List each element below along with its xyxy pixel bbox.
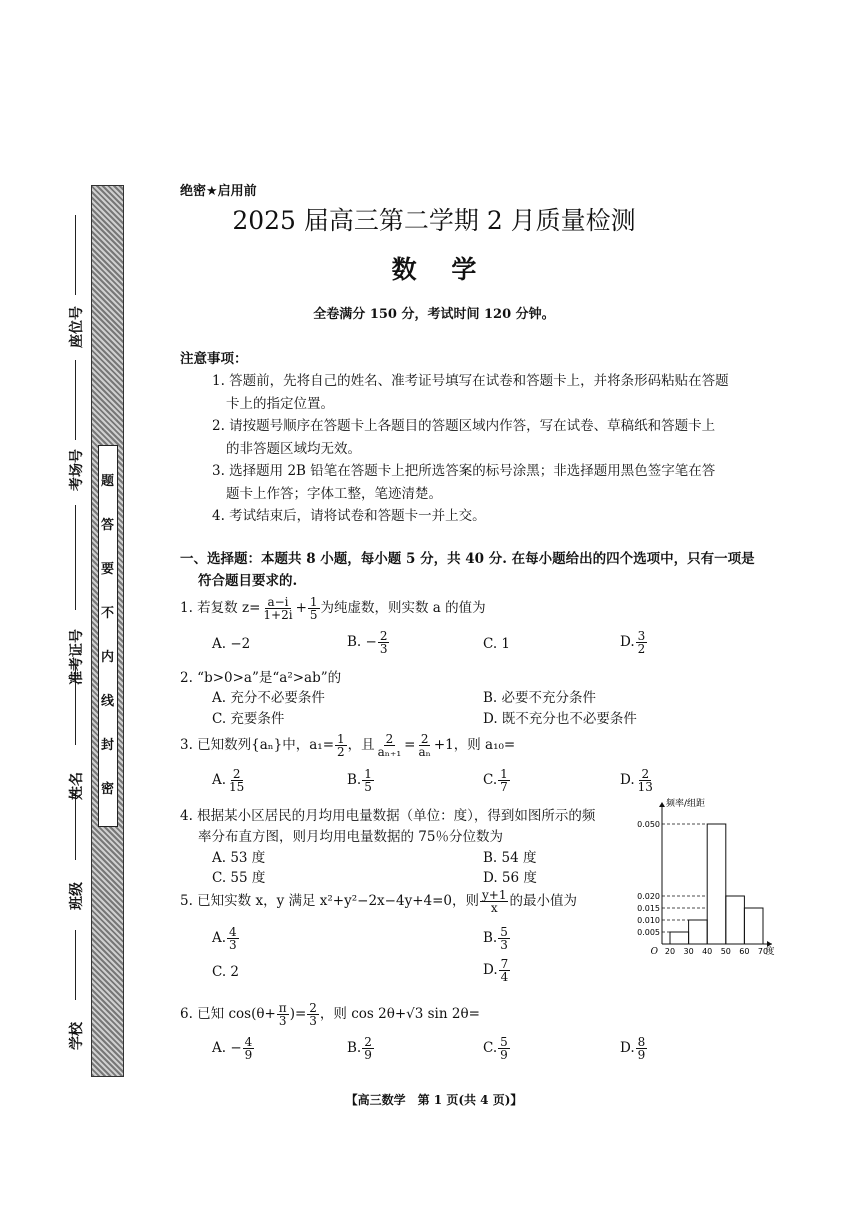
subject-title: 数 学 xyxy=(391,255,477,284)
y-axis-arrow xyxy=(659,802,665,807)
histogram-bar xyxy=(670,932,689,944)
q5-stem: 5. 已知实数 x，y 满足 x²+y²−2x−4y+4=0，则 $\frac{y+1}{x}$ 的最小值为 xyxy=(180,888,577,915)
histogram-bar xyxy=(707,824,726,944)
seal-char: 答 xyxy=(101,518,115,533)
y-tick-label: 0.020 xyxy=(637,892,660,901)
q1-suffix: 为纯虚数，则实数 a 的值为 xyxy=(320,600,486,616)
q6-option-a[interactable]: A. − $\frac{4}{9}$ xyxy=(212,1035,253,1062)
exam-info: 全卷满分 150 分，考试时间 120 分钟。 xyxy=(313,307,555,322)
field-line-exam-number[interactable] xyxy=(75,505,76,610)
q3-stem: 3. 已知数列{aₙ}中，a₁= $\frac{1}{2}$ ，且 $\frac{2}{\text{aₙ₊₁}}$ = $\frac{2}{\text{aₙ}}$ +1，则 a₁₀= xyxy=(180,732,516,759)
q1-prefix: 1. 若复数 z= xyxy=(180,600,261,616)
q5-option-d[interactable]: D. $\frac{7}{4}$ xyxy=(483,957,509,984)
q1-option-a[interactable]: A. −2 xyxy=(212,636,251,652)
y-tick-label: 0.010 xyxy=(637,916,660,925)
section-1-heading-line2: 符合题目要求的. xyxy=(198,573,298,589)
note-1-line1: 1. 答题前，先将自己的姓名、准考证号填写在试卷和答题卡上，并将条形码粘贴在答题 xyxy=(212,373,729,389)
y-tick-label: 0.050 xyxy=(637,820,660,829)
q3-option-c[interactable]: C. $\frac{1}{7}$ xyxy=(483,767,508,794)
q2-option-a[interactable]: A. 充分不必要条件 xyxy=(212,690,325,706)
q6-option-b[interactable]: B. $\frac{2}{9}$ xyxy=(347,1035,372,1062)
field-label-school: 学校 xyxy=(69,1022,85,1050)
origin-label: O xyxy=(650,947,658,957)
q6-stem: 6. 已知 cos(θ+ $\frac{\pi}{3}$ )= $\frac{2}{3}$ ，则 cos 2θ+√3 sin 2θ= xyxy=(180,1001,480,1028)
note-2-line1: 2. 请按题号顺序在答题卡上各题目的答题区域内作答，写在试卷、草稿纸和答题卡上 xyxy=(212,418,716,434)
q2-option-b[interactable]: B. 必要不充分条件 xyxy=(483,690,597,706)
q1-stem: 1. 若复数 z= $\frac{a-i}{1+2i}$ + $\frac{1}{5}$ 为纯虚数，则实数 a 的值为 xyxy=(180,595,486,622)
frequency-histogram xyxy=(620,796,780,962)
y-axis-label: 频率/组距 xyxy=(666,799,706,809)
field-line-exam-room[interactable] xyxy=(75,360,76,440)
page-title: 2025 届高三第二学期 2 月质量检测 xyxy=(232,206,636,235)
q3-option-d[interactable]: D. $\frac{2}{13}$ xyxy=(620,767,653,794)
q6-option-d[interactable]: D. $\frac{8}{9}$ xyxy=(620,1035,646,1062)
q2-stem: 2. “b>0>a”是“a²>ab”的 xyxy=(180,670,342,686)
histogram-bar xyxy=(689,920,708,944)
note-3-line1: 3. 选择题用 2B 铅笔在答题卡上把所选答案的标号涂黑；非选择题用黑色签字笔在答 xyxy=(212,463,716,479)
q1-fraction-2: $\frac{1}{5}$ xyxy=(309,595,318,622)
x-tick-label: 40 xyxy=(702,947,713,956)
q3-option-b[interactable]: B. $\frac{1}{5}$ xyxy=(347,767,372,794)
q4-option-d[interactable]: D. 56 度 xyxy=(483,870,537,886)
seal-text-box xyxy=(98,445,118,827)
y-tick-label: 0.005 xyxy=(637,928,660,937)
field-label-name: 姓名 xyxy=(69,772,85,800)
seal-char: 线 xyxy=(101,694,115,709)
field-label-class: 班级 xyxy=(69,882,85,910)
q4-option-c[interactable]: C. 55 度 xyxy=(212,870,266,886)
x-tick-label: 20 xyxy=(664,947,676,956)
field-label-exam-room: 考场号 xyxy=(69,449,85,491)
q5-option-a[interactable]: A. $\frac{4}{3}$ xyxy=(212,925,237,952)
section-1-heading: 一、选择题：本题共 8 小题，每小题 5 分，共 40 分. 在每小题给出的四个选项中，只有一项是 xyxy=(180,551,755,567)
y-tick-label: 0.015 xyxy=(637,904,660,913)
seal-char: 密 xyxy=(101,782,115,797)
seal-char: 封 xyxy=(101,738,115,753)
x-tick-label: 60 xyxy=(739,947,750,956)
q1-option-b[interactable]: B. − $\frac{2}{3}$ xyxy=(347,629,388,656)
confidential-mark: 绝密★启用前 xyxy=(180,184,257,199)
q1-option-d[interactable]: D. $\frac{3}{2}$ xyxy=(620,629,646,656)
q4-stem-line2: 率分布直方图，则月均用电量数据的 75％分位数为 xyxy=(198,829,503,845)
note-3-line2: 题卡上作答；字体工整，笔迹清楚。 xyxy=(226,486,442,502)
field-label-exam-number: 准考证号 xyxy=(69,629,85,685)
field-line-class[interactable] xyxy=(75,790,76,860)
histogram-bar xyxy=(744,908,763,944)
field-line-school[interactable] xyxy=(75,930,76,1000)
seal-char: 内 xyxy=(101,650,115,665)
q4-stem-line1: 4. 根据某小区居民的月均用电量数据（单位：度），得到如图所示的频 xyxy=(180,808,596,824)
note-2-line2: 的非答题区域均无效。 xyxy=(226,441,361,457)
seal-char: 不 xyxy=(101,606,115,621)
q1-option-c[interactable]: C. 1 xyxy=(483,636,511,652)
x-tick-label: 30 xyxy=(683,947,694,956)
q4-option-a[interactable]: A. 53 度 xyxy=(212,850,266,866)
seal-char: 要 xyxy=(101,562,115,577)
q2-option-c[interactable]: C. 充要条件 xyxy=(212,711,285,727)
notes-heading: 注意事项： xyxy=(180,351,248,367)
x-tick-label: 70 xyxy=(757,947,769,956)
q6-option-c[interactable]: C. $\frac{5}{9}$ xyxy=(483,1035,508,1062)
note-1-line2: 卡上的指定位置。 xyxy=(226,396,334,412)
q4-option-b[interactable]: B. 54 度 xyxy=(483,850,537,866)
page-footer: 【高三数学 第 1 页(共 4 页)】 xyxy=(345,1093,523,1107)
q5-option-b[interactable]: B. $\frac{5}{3}$ xyxy=(483,925,508,952)
x-tick-label: 50 xyxy=(720,947,731,956)
q1-fraction-1: $\frac{a-i}{1+2i}$ xyxy=(263,595,293,622)
note-4-line1: 4. 考试结束后，请将试卷和答题卡一并上交。 xyxy=(212,508,486,524)
q3-option-a[interactable]: A. $\frac{2}{15}$ xyxy=(212,767,245,794)
x-axis-label: 度 xyxy=(765,947,775,957)
histogram-bar xyxy=(726,896,745,944)
q2-option-d[interactable]: D. 既不充分也不必要条件 xyxy=(483,711,637,727)
seal-char: 题 xyxy=(101,474,115,489)
field-label-seat: 座位号 xyxy=(69,306,85,348)
q5-option-c[interactable]: C. 2 xyxy=(212,964,240,980)
